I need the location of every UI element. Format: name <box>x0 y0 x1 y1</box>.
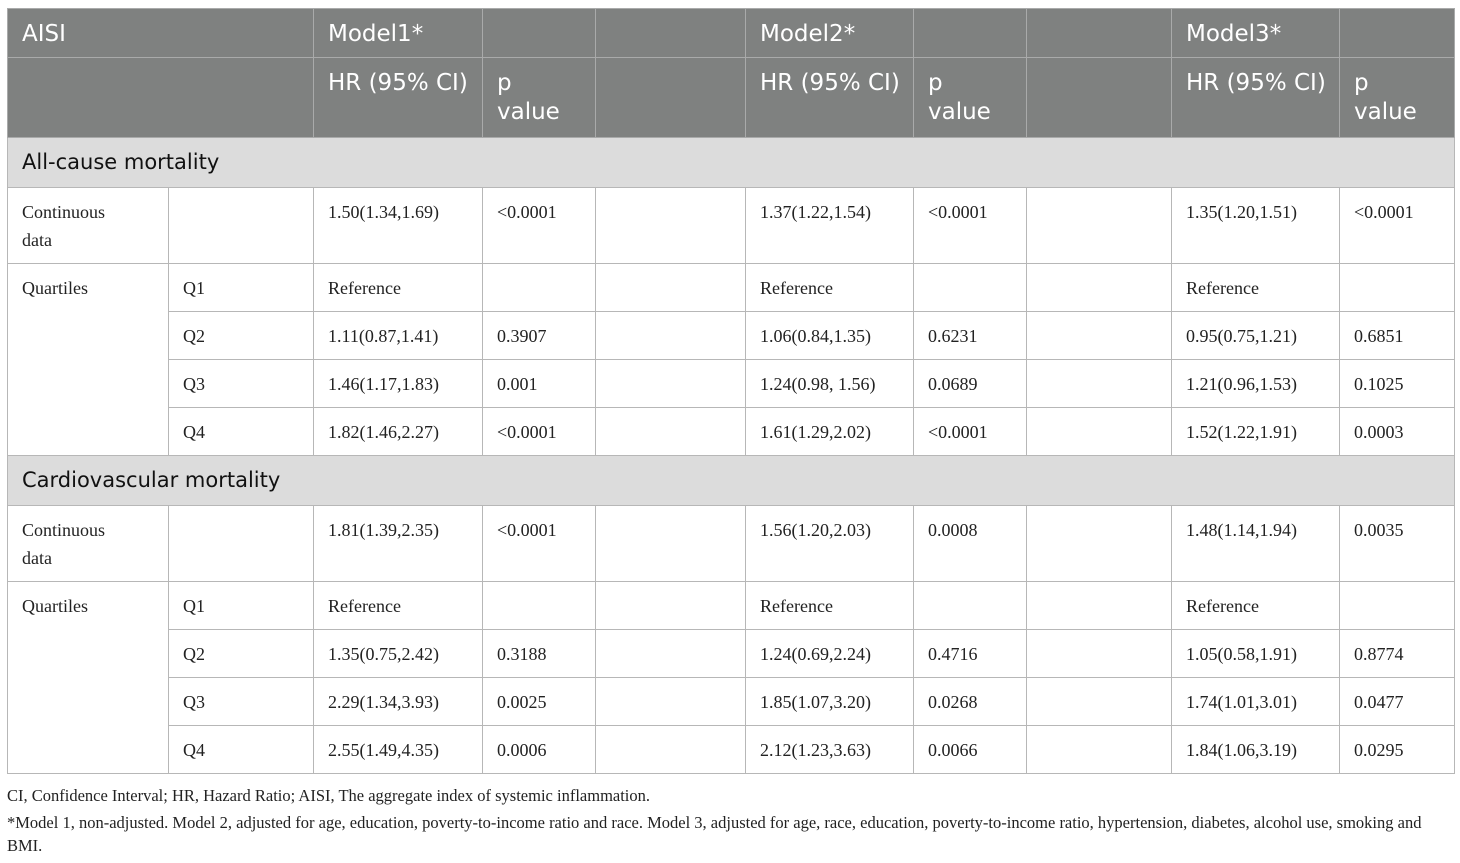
hr-cell: Reference <box>314 264 483 312</box>
empty-cell <box>596 630 746 678</box>
header-p-model1: p value <box>483 58 596 138</box>
hr-cell: 1.37(1.22,1.54) <box>746 188 914 264</box>
hr-cell: 1.74(1.01,3.01) <box>1172 678 1340 726</box>
p-cell <box>914 582 1027 630</box>
hr-cell: 1.11(0.87,1.41) <box>314 312 483 360</box>
header-empty <box>596 9 746 58</box>
hr-cell: 1.82(1.46,2.27) <box>314 408 483 456</box>
quartile-label: Q3 <box>169 360 314 408</box>
hr-cell: 0.95(0.75,1.21) <box>1172 312 1340 360</box>
empty-cell <box>1027 726 1172 774</box>
table-row <box>8 678 1455 726</box>
table-row <box>8 188 1455 264</box>
empty-cell <box>169 506 314 582</box>
table-row <box>8 264 1455 312</box>
results-table <box>7 8 1455 774</box>
p-cell: <0.0001 <box>483 408 596 456</box>
p-cell: 0.001 <box>483 360 596 408</box>
table-row <box>8 408 1455 456</box>
hr-cell: 1.48(1.14,1.94) <box>1172 506 1340 582</box>
p-cell <box>483 582 596 630</box>
p-cell <box>483 264 596 312</box>
hr-cell: 1.46(1.17,1.83) <box>314 360 483 408</box>
p-cell <box>1340 264 1455 312</box>
p-cell: <0.0001 <box>914 408 1027 456</box>
hr-cell: 1.56(1.20,2.03) <box>746 506 914 582</box>
p-cell: 0.0025 <box>483 678 596 726</box>
table-row <box>8 506 1455 582</box>
empty-cell <box>1027 312 1172 360</box>
row-label-quartiles: Quartiles <box>8 582 169 774</box>
empty-cell <box>596 582 746 630</box>
header-aisi: AISI <box>8 9 314 58</box>
table-row <box>8 630 1455 678</box>
hr-cell: Reference <box>746 582 914 630</box>
p-cell: 0.0035 <box>1340 506 1455 582</box>
hr-cell: 1.50(1.34,1.69) <box>314 188 483 264</box>
empty-cell <box>596 408 746 456</box>
row-label-continuous: Continuous data <box>8 188 169 264</box>
hr-cell: 2.12(1.23,3.63) <box>746 726 914 774</box>
hr-cell: 1.05(0.58,1.91) <box>1172 630 1340 678</box>
header-hr-model2: HR (95% CI) <box>746 58 914 138</box>
p-cell: 0.0008 <box>914 506 1027 582</box>
footnote-abbreviations: CI, Confidence Interval; HR, Hazard Ratio; AISI, The aggregate index of systemic inflammation. <box>7 786 651 805</box>
p-cell: 0.4716 <box>914 630 1027 678</box>
hr-cell: 1.35(1.20,1.51) <box>1172 188 1340 264</box>
empty-cell <box>1027 582 1172 630</box>
hr-cell: 2.55(1.49,4.35) <box>314 726 483 774</box>
header-row-metrics <box>8 58 1455 138</box>
footnote-models: *Model 1, non-adjusted. Model 2, adjusted for age, education, poverty-to-income ratio and race. Model 3, adjusted for age, race, education, poverty-to-income ratio, hypertension, diabetes, alcohol use, smoking and BMI. <box>7 813 1422 855</box>
header-empty <box>914 9 1027 58</box>
hr-cell: 1.06(0.84,1.35) <box>746 312 914 360</box>
section-row <box>8 138 1455 188</box>
hr-cell: 1.52(1.22,1.91) <box>1172 408 1340 456</box>
table-row <box>8 312 1455 360</box>
section-title-all-cause: All-cause mortality <box>8 138 1455 188</box>
quartile-label: Q1 <box>169 582 314 630</box>
empty-cell <box>169 188 314 264</box>
quartile-label: Q4 <box>169 408 314 456</box>
p-cell: <0.0001 <box>914 188 1027 264</box>
p-cell: 0.6851 <box>1340 312 1455 360</box>
header-row-models <box>8 9 1455 58</box>
p-cell: 0.0006 <box>483 726 596 774</box>
quartile-label: Q2 <box>169 630 314 678</box>
p-cell: <0.0001 <box>483 506 596 582</box>
header-hr-model3: HR (95% CI) <box>1172 58 1340 138</box>
p-cell: 0.0268 <box>914 678 1027 726</box>
header-model1: Model1* <box>314 9 483 58</box>
quartile-label: Q4 <box>169 726 314 774</box>
p-cell <box>914 264 1027 312</box>
table-row <box>8 360 1455 408</box>
empty-cell <box>1027 506 1172 582</box>
hr-cell: Reference <box>314 582 483 630</box>
hr-cell: 1.81(1.39,2.35) <box>314 506 483 582</box>
hr-cell: Reference <box>1172 264 1340 312</box>
hr-cell: 1.61(1.29,2.02) <box>746 408 914 456</box>
empty-cell <box>596 506 746 582</box>
header-model3: Model3* <box>1172 9 1340 58</box>
p-cell: 0.1025 <box>1340 360 1455 408</box>
row-label-quartiles: Quartiles <box>8 264 169 456</box>
empty-cell <box>596 726 746 774</box>
header-model2: Model2* <box>746 9 914 58</box>
p-cell: 0.0689 <box>914 360 1027 408</box>
p-cell: 0.3907 <box>483 312 596 360</box>
quartile-label: Q1 <box>169 264 314 312</box>
empty-cell <box>596 678 746 726</box>
hr-cell: 1.24(0.98, 1.56) <box>746 360 914 408</box>
empty-cell <box>1027 408 1172 456</box>
empty-cell <box>1027 360 1172 408</box>
hr-cell: 1.85(1.07,3.20) <box>746 678 914 726</box>
p-cell: 0.0003 <box>1340 408 1455 456</box>
empty-cell <box>1027 188 1172 264</box>
empty-cell <box>596 264 746 312</box>
header-empty <box>1027 58 1172 138</box>
header-empty <box>596 58 746 138</box>
header-empty <box>483 9 596 58</box>
header-empty <box>1027 9 1172 58</box>
hr-cell: Reference <box>746 264 914 312</box>
quartile-label: Q2 <box>169 312 314 360</box>
table-footnotes <box>7 783 1457 857</box>
table-row <box>8 726 1455 774</box>
p-cell: 0.6231 <box>914 312 1027 360</box>
table-row <box>8 582 1455 630</box>
header-p-model2: p value <box>914 58 1027 138</box>
p-cell: <0.0001 <box>483 188 596 264</box>
section-title-cardiovascular: Cardiovascular mortality <box>8 456 1455 506</box>
hr-cell: 1.84(1.06,3.19) <box>1172 726 1340 774</box>
empty-cell <box>596 360 746 408</box>
header-empty <box>1340 9 1455 58</box>
quartile-label: Q3 <box>169 678 314 726</box>
empty-cell <box>596 188 746 264</box>
p-cell: 0.8774 <box>1340 630 1455 678</box>
p-cell: <0.0001 <box>1340 188 1455 264</box>
hr-cell: 1.35(0.75,2.42) <box>314 630 483 678</box>
section-row <box>8 456 1455 506</box>
hr-cell: 2.29(1.34,3.93) <box>314 678 483 726</box>
header-empty <box>8 58 314 138</box>
hr-cell: 1.24(0.69,2.24) <box>746 630 914 678</box>
header-hr-model1: HR (95% CI) <box>314 58 483 138</box>
empty-cell <box>1027 264 1172 312</box>
empty-cell <box>1027 630 1172 678</box>
p-cell: 0.3188 <box>483 630 596 678</box>
empty-cell <box>1027 678 1172 726</box>
hr-cell: 1.21(0.96,1.53) <box>1172 360 1340 408</box>
row-label-continuous: Continuous data <box>8 506 169 582</box>
p-cell: 0.0477 <box>1340 678 1455 726</box>
p-cell: 0.0295 <box>1340 726 1455 774</box>
hr-cell: Reference <box>1172 582 1340 630</box>
header-p-model3: p value <box>1340 58 1455 138</box>
p-cell <box>1340 582 1455 630</box>
empty-cell <box>596 312 746 360</box>
p-cell: 0.0066 <box>914 726 1027 774</box>
